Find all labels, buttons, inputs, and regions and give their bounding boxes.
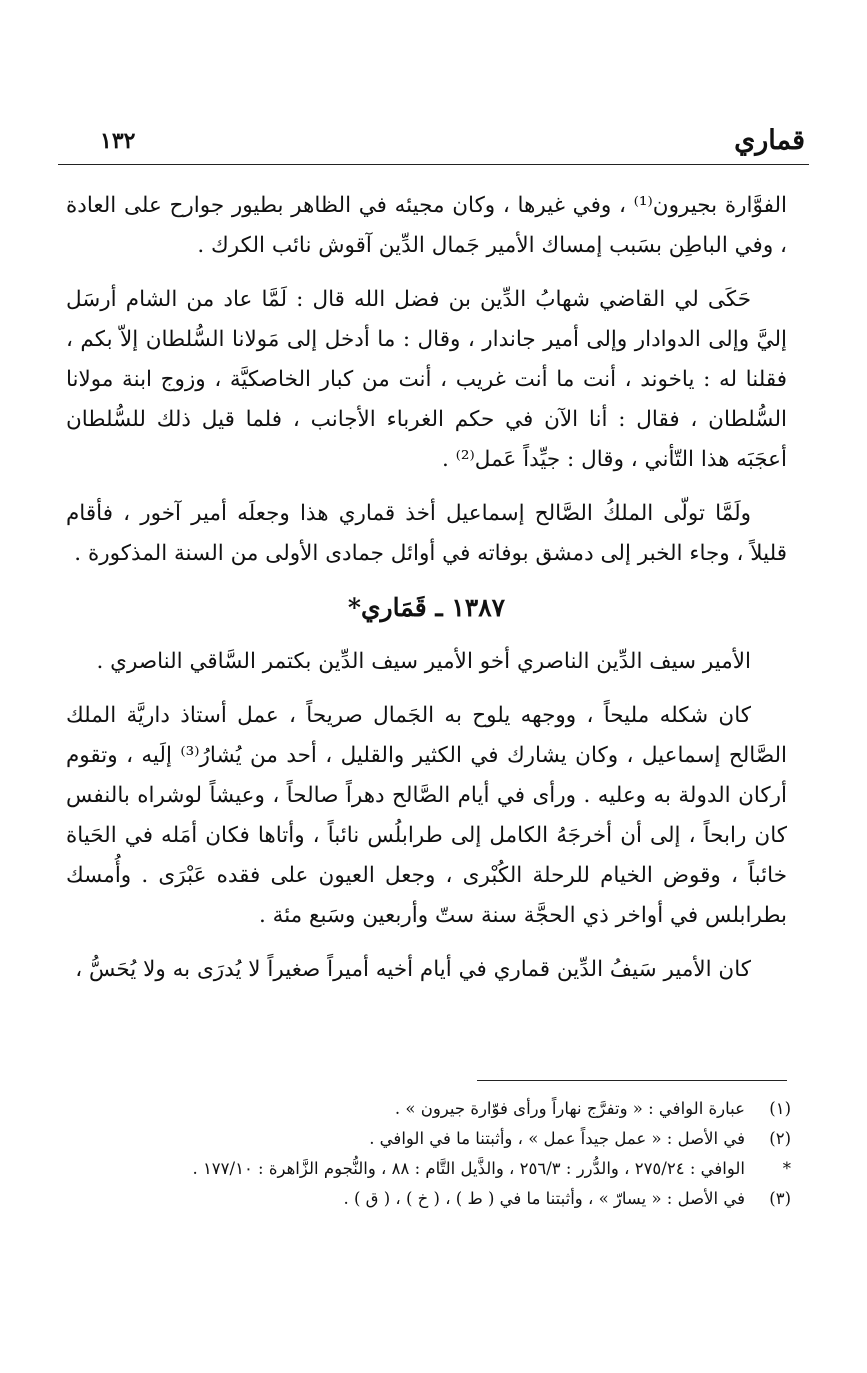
footnote-text: في الأصل : « يسارّ » ، وأثبتنا ما في ( ط ) ، ( خ ) ، ( ق ) . <box>343 1189 745 1208</box>
footnotes <box>66 1094 791 1214</box>
header-rule <box>58 164 809 165</box>
running-title: قماري <box>734 125 805 156</box>
footnote-mark: (٢) <box>769 1129 791 1148</box>
footnote-text: الوافي : ٢٧٥/٢٤ ، والدُّرر : ٢٥٦/٣ ، والذَّيل التَّام : ٨٨ ، والنُّجوم الزَّاهرة : ١٧٧/١٠ . <box>192 1159 745 1178</box>
page-number: ١٣٢ <box>100 128 136 154</box>
paragraph: كان شكله مليحاً ، ووجهه يلوح به الجَمال صريحاً ، عمل أستاذ داريَّة الملك الصَّالح إسماعيل ، وكان يشارك في الكثير والقليل ، أحد من يُشارُ⁽³⁾ إلَيه ، وتقوم أركان الدولة به وعليه . ورأى في أيام الصَّالح دهراً صالحاً ، وعيشاً لوشراه بالنفس كان رابحاً ، إلى أن أخرجَهُ الكامل إلى طرابلُس نائباً ، وأتاها فكان أمَله في الحَياة خائباً ، وقوض الخيام للرحلة الكُبْرى ، وجعل العيون على فقده عَبْرَى . وأُمسك بطرابلس في أواخر ذي الحجَّة سنة ستّ وأربعين وسَبع مئة . <box>66 703 787 928</box>
footnote-text: في الأصل : « عمل جيداً عمل » ، وأثبتنا ما في الوافي . <box>369 1129 745 1148</box>
footnote <box>66 1184 791 1214</box>
footnote <box>66 1094 791 1124</box>
paragraph: ولَمَّا تولّى الملكُ الصَّالح إسماعيل أخذ قماري هذا وجعلَه أمير آخور ، فأقام قليلاً ، وجاء الخبر إلى دمشق بوفاته في أوائل جمادى الأولى من السنة المذكورة . <box>66 501 787 566</box>
footnote <box>66 1154 791 1184</box>
footnote <box>66 1124 791 1154</box>
main-text <box>66 186 787 1004</box>
paragraph: كان الأمير سَيفُ الدِّين قماري في أيام أخيه أميراً صغيراً لا يُدرَى به ولا يُحَسُّ ، <box>75 957 751 982</box>
footnote-mark: (١) <box>769 1099 791 1118</box>
footnote-rule <box>477 1080 787 1081</box>
footnote-text: عبارة الوافي : « وتفرَّج نهاراً ورأى فوّارة جيرون » . <box>394 1099 745 1118</box>
paragraph: حَكَى لي القاضي شهابُ الدِّين بن فضل الله قال : لَمَّا عاد من الشام أرسَل إليَّ وإلى الدوادار وإلى أمير جاندار ، وقال : ما أدخل إلى مَولانا السُّلطان إلاّ بكم ، فقلنا له : ياخوند ، أنت ما أنت غريب ، أنت من كبار الخاصكيَّة ، وزوج ابنة مولانا السُّلطان ، فقال : أنا الآن في حكم الغرباء الأجانب ، فلما قيل ذلك للسُّلطان أعجَبَه هذا التّأني ، وقال : جيِّداً عَمل⁽²⁾ . <box>66 287 787 472</box>
footnote-mark: * <box>782 1159 791 1178</box>
entry-heading: ١٣٨٧ ـ قَمَاري* <box>347 593 506 622</box>
entry-subtitle: الأمير سيف الدِّين الناصري أخو الأمير سيف الدِّين بكتمر السَّاقي الناصري . <box>96 649 751 674</box>
footnote-mark: (٣) <box>769 1189 791 1208</box>
paragraph: الفوَّارة بجيرون⁽¹⁾ ، وفي غيرها ، وكان مجيئه في الظاهر بطيور جوارح على العادة ، وفي الباطِن بسَبب إمساك الأمير جَمال الدِّين آقوش نائب الكرك . <box>66 193 787 258</box>
